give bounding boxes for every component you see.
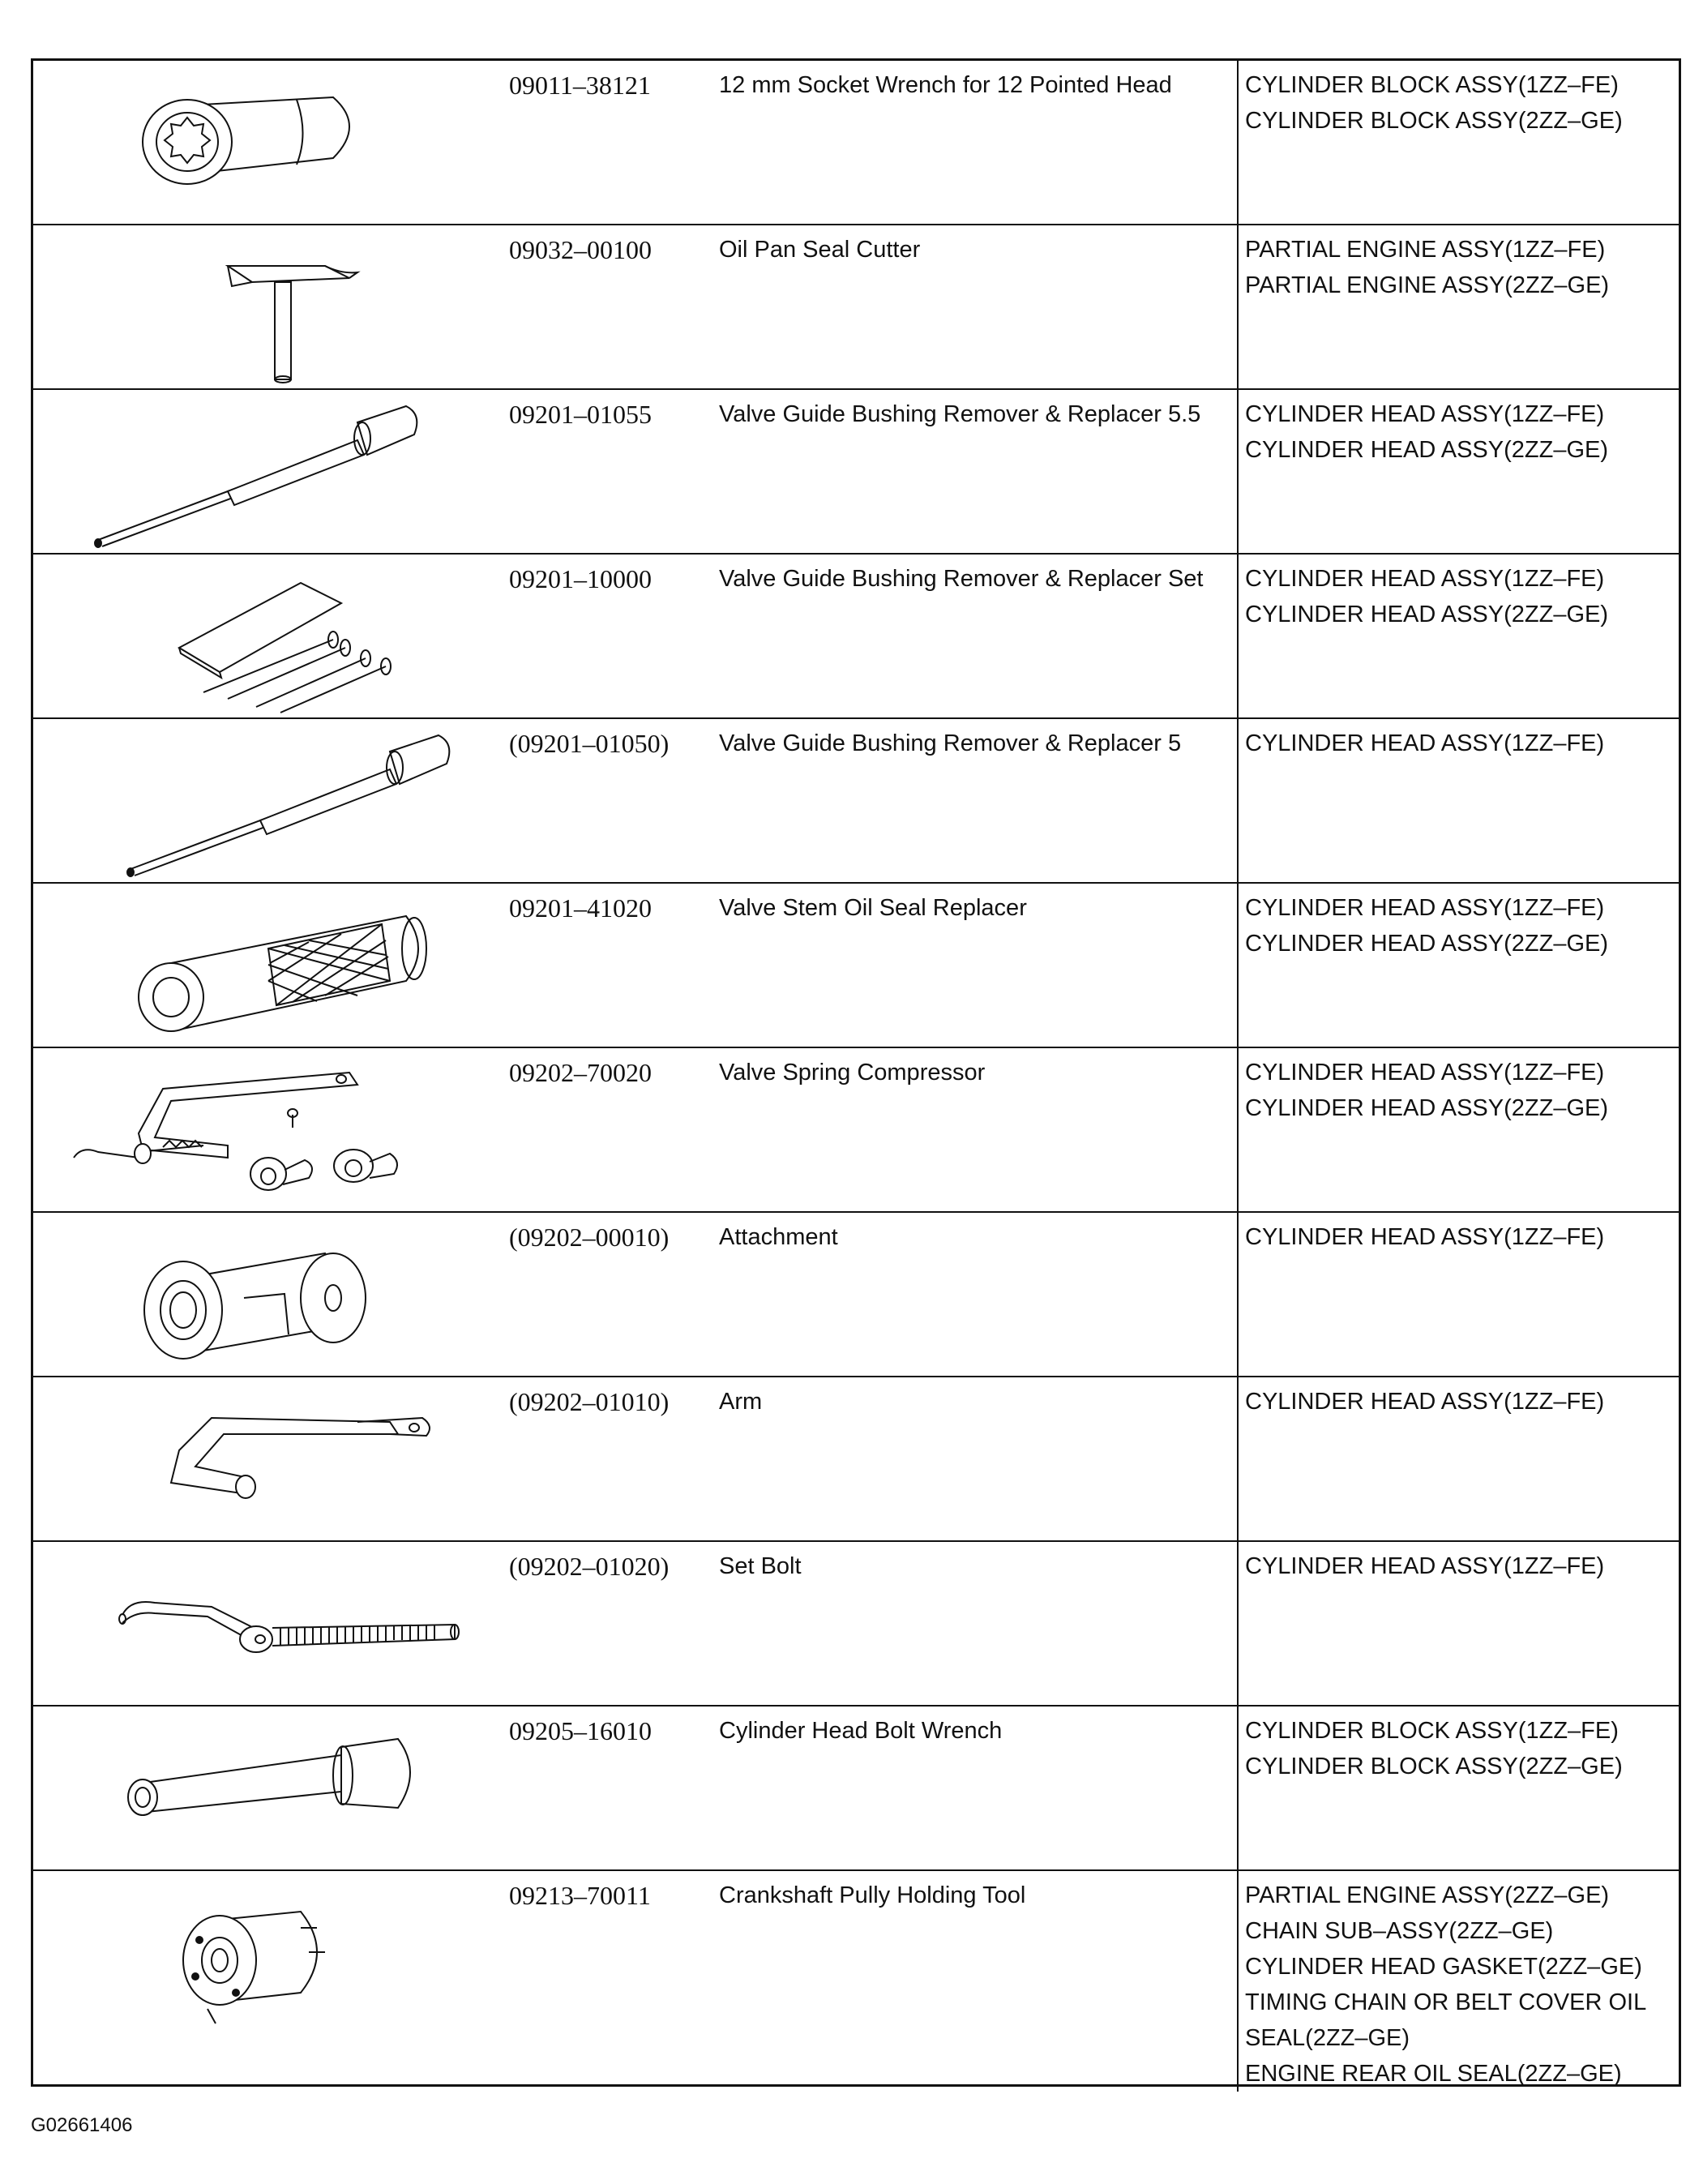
usage-item: CYLINDER HEAD ASSY(1ZZ–FE)	[1245, 1389, 1605, 1415]
usage-item: CYLINDER BLOCK ASSY(1ZZ–FE)	[1245, 1718, 1619, 1744]
part-number: 09213–70011	[509, 1881, 651, 1910]
table-row	[33, 1707, 1679, 1871]
usage-list	[1245, 396, 1679, 468]
usage-item: PARTIAL ENGINE ASSY(2ZZ–GE)	[1245, 272, 1610, 298]
part-number: 09205–16010	[509, 1716, 652, 1745]
usage-item: CYLINDER HEAD ASSY(1ZZ–FE)	[1245, 730, 1605, 756]
column-divider	[1237, 390, 1239, 553]
part-number: (09202–01020)	[509, 1552, 670, 1581]
tool-description: Cylinder Head Bolt Wrench	[719, 1718, 1003, 1744]
usage-item: CYLINDER HEAD ASSY(1ZZ–FE)	[1245, 1224, 1605, 1250]
usage-item: CYLINDER BLOCK ASSY(2ZZ–GE)	[1245, 108, 1623, 134]
part-number: (09202–01010)	[509, 1387, 670, 1416]
usage-list	[1245, 1219, 1679, 1255]
usage-item: CYLINDER HEAD ASSY(1ZZ–FE)	[1245, 401, 1605, 427]
tool-description: Valve Stem Oil Seal Replacer	[719, 895, 1027, 921]
set-bolt-icon	[33, 1542, 503, 1705]
part-number: 09011–38121	[509, 71, 651, 100]
usage-list	[1245, 890, 1679, 961]
table-row	[33, 884, 1679, 1048]
column-divider	[1237, 1213, 1239, 1376]
tool-description: Arm	[719, 1389, 763, 1415]
usage-item: TIMING CHAIN OR BELT COVER OIL SEAL(2ZZ–GE)	[1245, 1989, 1646, 2051]
bushing-remover-icon	[33, 390, 503, 553]
table-row	[33, 1048, 1679, 1213]
tool-description: 12 mm Socket Wrench for 12 Pointed Head	[719, 72, 1172, 98]
arm-icon	[33, 1377, 503, 1540]
part-number: 09201–41020	[509, 893, 652, 923]
table-row	[33, 390, 1679, 555]
usage-list	[1245, 1055, 1679, 1126]
part-number: 09201–10000	[509, 564, 652, 593]
seal-replacer-icon	[33, 884, 503, 1047]
special-tools-table	[31, 58, 1681, 2087]
bolt-wrench-icon	[33, 1707, 503, 1869]
usage-list	[1245, 1878, 1679, 2092]
tool-description: Attachment	[719, 1224, 838, 1250]
part-number: 09202–70020	[509, 1058, 652, 1087]
usage-item: CYLINDER HEAD ASSY(2ZZ–GE)	[1245, 602, 1608, 627]
usage-list	[1245, 1548, 1679, 1584]
usage-item: CYLINDER HEAD ASSY(1ZZ–FE)	[1245, 566, 1605, 592]
usage-item: CYLINDER HEAD ASSY(1ZZ–FE)	[1245, 1553, 1605, 1579]
part-number: 09032–00100	[509, 235, 652, 264]
column-divider	[1237, 555, 1239, 717]
tool-description: Valve Spring Compressor	[719, 1060, 986, 1086]
table-row	[33, 1213, 1679, 1377]
tool-description: Valve Guide Bushing Remover & Replacer 5.5	[719, 401, 1201, 427]
tool-description: Crankshaft Pully Holding Tool	[719, 1882, 1026, 1908]
tool-description: Valve Guide Bushing Remover & Replacer 5	[719, 730, 1182, 756]
column-divider	[1237, 225, 1239, 388]
usage-item: CYLINDER HEAD ASSY(2ZZ–GE)	[1245, 437, 1608, 463]
bushing-remover-icon	[33, 719, 503, 882]
remover-set-icon	[33, 555, 503, 717]
part-number: (09202–00010)	[509, 1223, 670, 1252]
column-divider	[1237, 1377, 1239, 1540]
tool-description: Valve Guide Bushing Remover & Replacer Set	[719, 566, 1204, 592]
usage-item: PARTIAL ENGINE ASSY(2ZZ–GE)	[1245, 1882, 1610, 1908]
part-number: 09201–01055	[509, 400, 652, 429]
usage-item: CYLINDER BLOCK ASSY(2ZZ–GE)	[1245, 1754, 1623, 1779]
table-row	[33, 225, 1679, 390]
part-number: (09201–01050)	[509, 729, 670, 758]
column-divider	[1237, 1871, 1239, 2092]
attachment-icon	[33, 1213, 503, 1376]
pulley-holding-tool-icon	[33, 1871, 503, 2092]
tool-description: Set Bolt	[719, 1553, 802, 1579]
table-row	[33, 1542, 1679, 1707]
usage-list	[1245, 561, 1679, 632]
spring-compressor-icon	[33, 1048, 503, 1211]
usage-item: CYLINDER HEAD ASSY(1ZZ–FE)	[1245, 895, 1605, 921]
usage-list	[1245, 1713, 1679, 1784]
tool-description: Oil Pan Seal Cutter	[719, 237, 921, 263]
column-divider	[1237, 884, 1239, 1047]
table-row	[33, 61, 1679, 225]
usage-list	[1245, 726, 1679, 761]
column-divider	[1237, 1542, 1239, 1705]
column-divider	[1237, 1707, 1239, 1869]
seal-cutter-icon	[33, 225, 503, 388]
table-row	[33, 1871, 1679, 2092]
usage-item: CYLINDER HEAD ASSY(2ZZ–GE)	[1245, 931, 1608, 957]
usage-item: CHAIN SUB–ASSY(2ZZ–GE)	[1245, 1918, 1554, 1944]
socket-wrench-icon	[33, 61, 503, 224]
table-row	[33, 719, 1679, 884]
usage-item: CYLINDER HEAD ASSY(1ZZ–FE)	[1245, 1060, 1605, 1086]
usage-list	[1245, 232, 1679, 303]
table-row	[33, 555, 1679, 719]
usage-item: ENGINE REAR OIL SEAL(2ZZ–GE)	[1245, 2061, 1622, 2087]
usage-item: PARTIAL ENGINE ASSY(1ZZ–FE)	[1245, 237, 1606, 263]
usage-list	[1245, 1384, 1679, 1420]
column-divider	[1237, 719, 1239, 882]
usage-item: CYLINDER HEAD GASKET(2ZZ–GE)	[1245, 1954, 1642, 1980]
column-divider	[1237, 1048, 1239, 1211]
usage-item: CYLINDER HEAD ASSY(2ZZ–GE)	[1245, 1095, 1608, 1121]
column-divider	[1237, 61, 1239, 224]
usage-list	[1245, 67, 1679, 139]
usage-item: CYLINDER BLOCK ASSY(1ZZ–FE)	[1245, 72, 1619, 98]
table-row	[33, 1377, 1679, 1542]
figure-code: G02661406	[31, 2114, 133, 2136]
